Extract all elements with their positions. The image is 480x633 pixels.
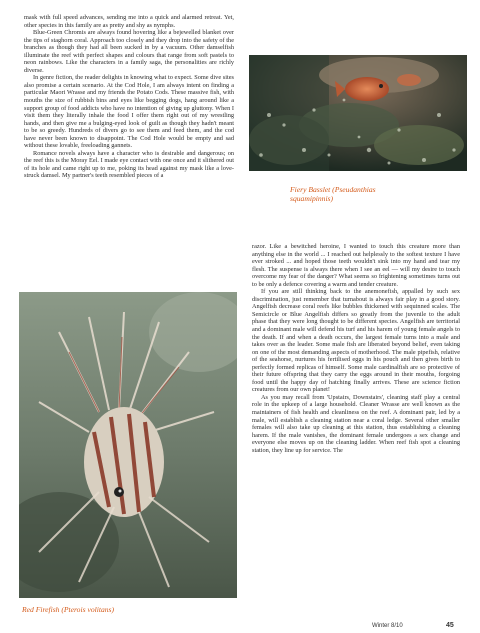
paragraph: Blue-Green Chromis are always found hovering like a bejewelled blanket over the tips of staghorn coral. Approach too closely and they drop into the safety of the branches as though they had all been sucked in by a vacuum. Other damselfish illuminate the reef with perfect shapes and colours that range from soft pastels to neon rainbows. Like the characters in a family saga, the personalities are richly diverse. [24,29,234,74]
coral-reef-image [249,55,467,171]
left-text-column [24,14,234,180]
lionfish-photo [19,292,237,598]
issue-label: Winter 8/10 [372,623,403,629]
paragraph: In genre fiction, the reader delights in knowing what to expect. Some dive sites also promise a certain scenario. At the Cod Hole, I am always intent on finding a particular Maori Wrasse and my friends the Potato Cods. These massive fish, with mouths the size of rubbish bins and eyes like begging dogs, hang around like a support group of food addicts who have no intention of giving up gluttony. When I visit them they literally inhale the food I offer them right out of my wrestling hands, and then give me a bulging-eyed look of guilt as though they hadn't meant to be so greedy. Hundreds of divers go to see them and feed them, and the cod have never been known to disappoint. The Cod Hole would be empty and sad without these lovable, freeloading gannets. [24,74,234,150]
paragraph: mask with full speed advances, sending me into a quick and alarmed retreat. Yet, other species in this family are as pretty and shy as nymphs. [24,14,234,29]
paragraph: If you are still thinking back to the anemonefish, appalled by such sex discrimination, just remember that turnabout is always fair play in a good story. Angelfish decrease coral reefs like bubbles thickened with sequinned scales. The Semicircle or Blue Angelfish differs so greatly from the juvenile to the adult phase that they were long thought to be different species. Angelfish are territorial and a dominant male will defend his turf and his harem of young female angels to the death. If and when a death occurs, the largest female turns into a male and takes over as the leader. Some male fish are liberated beyond belief, even taking on one of the most demanding aspects of motherhood. The male pipefish, relative of the seahorse, nurtures his fertilised eggs in his pouch and then gives birth to perfectly formed replicas of himself. Some male cardinalfish are so protective of their future offspring that they carry the eggs around in their mouths, forgoing food until the happy day of hatching finally arrives. These are science fiction creatures from our own planet! [252,288,460,394]
lionfish-photo-caption: Red Firefish (Pterois volitans) [22,605,115,614]
page-number: 45 [446,622,454,629]
paragraph: Romance novels always have a character who is desirable and dangerous; on the reef this is the Moray Eel. I made eye contact with one once and it slithered out of its hole and came right up to me, poking its head against my mask like a love-struck damsel. My partner's teeth resembled pieces of a [24,149,234,180]
right-text-column [252,243,460,454]
paragraph: As you may recall from 'Upstairs, Downstairs', cleaning staff play a central role in the upkeep of a large household. Cleaner Wrasse are well known as the maintainers of fish health and cleanliness on the reef. A dominant pair, led by a male, will establish a cleaning station near a coral ledge. Several other smaller females will also take up cleaning at this station, thus establishing a cleaning harem. If the male vanishes, the dominant female undergoes a sex change and everyone else moves up on the cleaning ladder. When reef fish spot a cleaning station, they line up for service. The [252,393,460,454]
coral-photo-caption: Fiery Basslet (Pseudanthias squamipinnis) [290,185,376,203]
lionfish-image [19,292,237,598]
paragraph: razor. Like a bewitched heroine, I wanted to touch this creature more than anything else in the world ... I reached out helplessly to the softest texture I have ever stroked ... and hoped those teeth wouldn't sink into my hand and tear my flesh. The suspense is always there when I see an eel — will my desire to touch overcome my fear of the danger? What seems so frightening sometimes turns out to be only a defence covering a warm and tender creature. [252,243,460,288]
coral-reef-photo [249,55,467,171]
